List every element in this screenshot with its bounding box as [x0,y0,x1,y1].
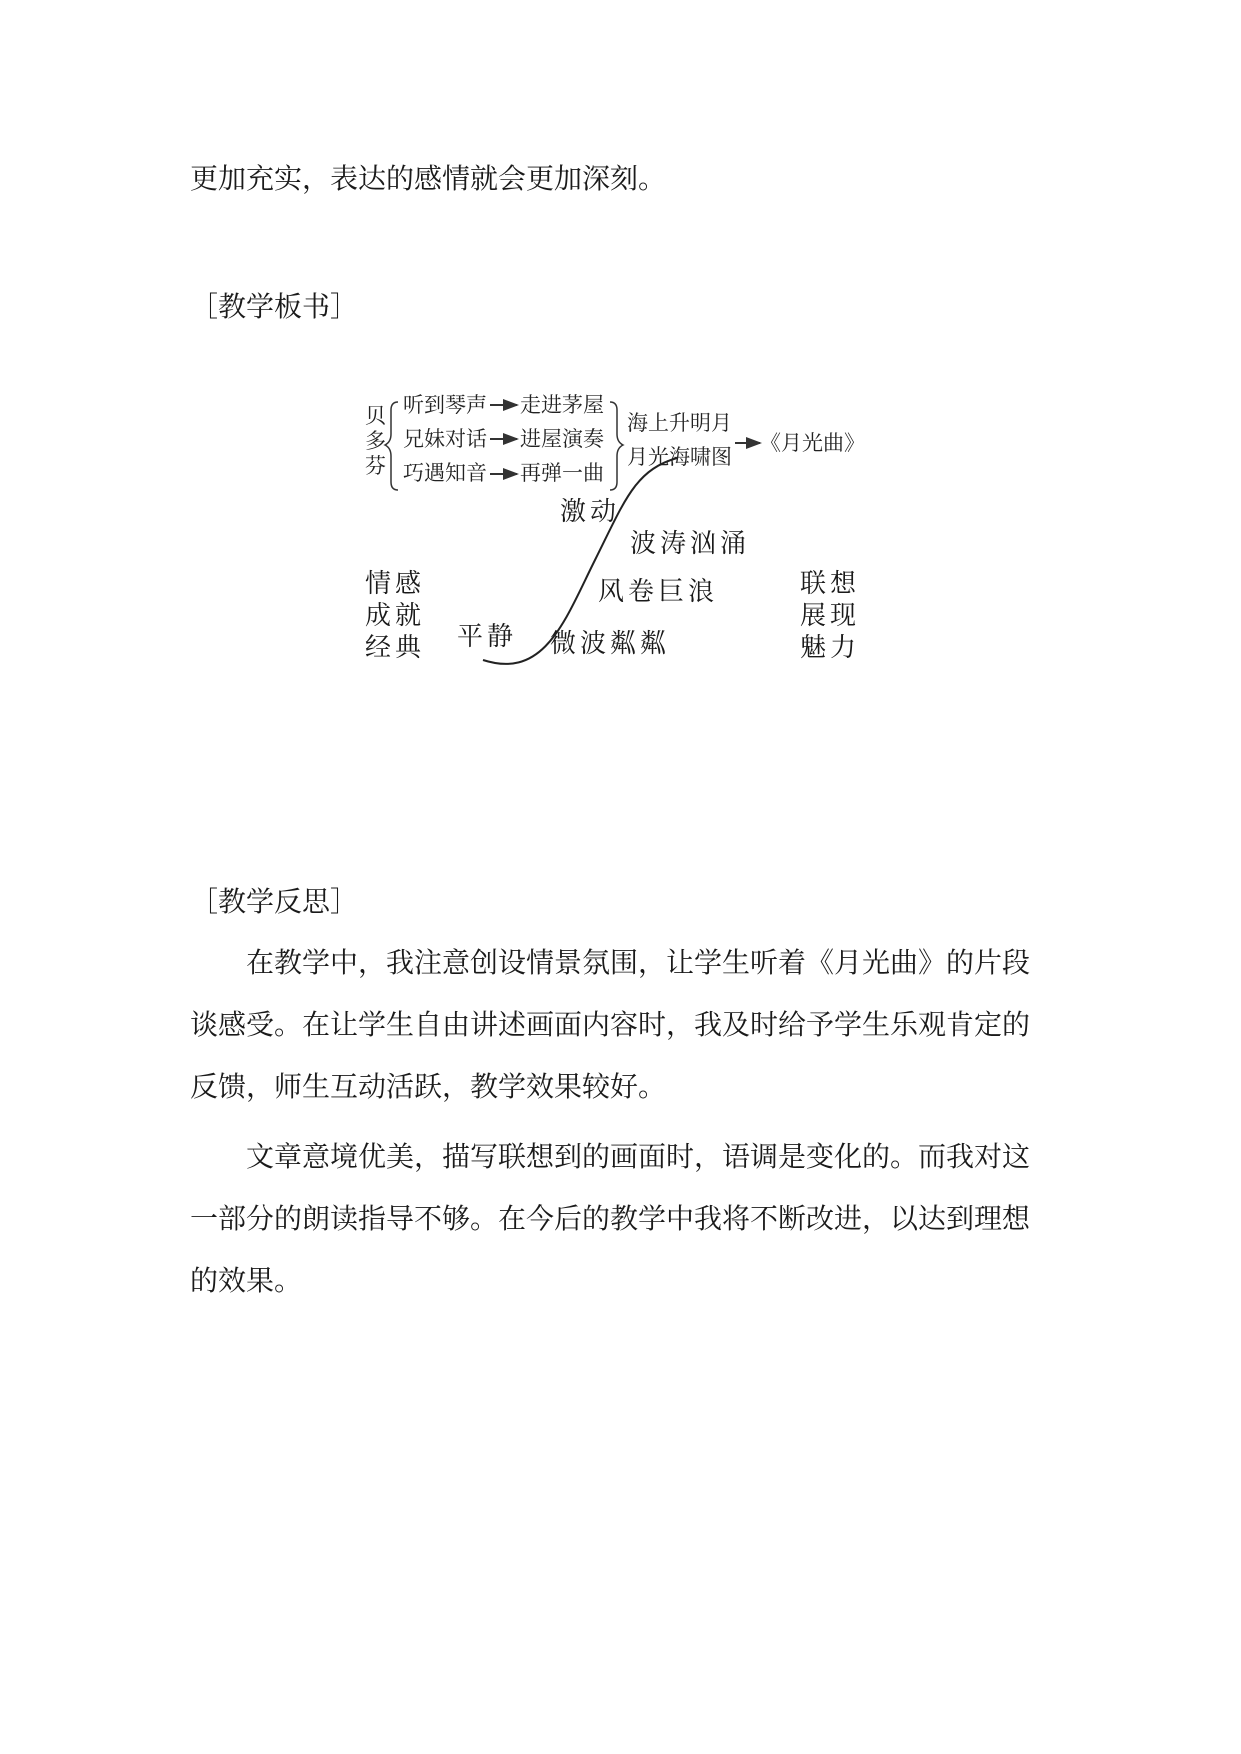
reflection-paragraph-1 [190,932,1070,1118]
author-char-2: 多 [365,429,386,453]
right-phrase-3: 魅力 [800,633,861,663]
step-3-from: 巧遇知音 [403,461,487,485]
step-2-to: 进屋演奏 [520,427,604,451]
p2-line-3: 的效果。 [190,1264,303,1297]
left-brace [385,402,398,490]
excited-label: 激动 [560,497,621,527]
scene-1: 海上升明月 [627,411,732,435]
intro-line: 更加充实，表达的感情就会更加深刻。 [190,162,667,195]
left-phrase-1: 情感 [365,569,426,599]
author-char-1: 贝 [365,404,386,428]
left-phrase-3: 经典 [365,633,426,663]
left-phrase-2: 成就 [365,601,426,631]
right-phrase-1: 联想 [800,569,861,599]
right-phrase-2: 展现 [800,601,861,631]
right-brace [610,402,623,490]
wave-3: 微波粼粼 [550,629,671,659]
author-char-3: 芬 [365,454,386,478]
calm-label: 平静 [457,622,518,652]
scene-2: 月光海啸图 [627,445,732,469]
p1-line-2: 谈感受。在让学生自由讲述画面内容时，我及时给予学生乐观肯定的 [190,1008,1031,1041]
wave-1: 波涛汹涌 [630,529,751,559]
wave-2: 风卷巨浪 [598,577,719,607]
step-1-to: 走进茅屋 [520,393,604,417]
step-2-from: 兄妹对话 [403,427,487,451]
reflection-heading: ［教学反思］ [190,885,359,918]
result-title: 《月光曲》 [760,431,865,455]
p2-line-1: 文章意境优美，描写联想到的画面时，语调是变化的。而我对这 [246,1140,1031,1173]
board-heading: ［教学板书］ [190,290,359,323]
p2-line-2: 一部分的朗读指导不够。在今后的教学中我将不断改进，以达到理想 [190,1202,1031,1235]
p1-line-1: 在教学中，我注意创设情景氛围，让学生听着《月光曲》的片段 [246,946,1031,979]
step-3-to: 再弹一曲 [520,461,604,485]
p1-line-3: 反馈，师生互动活跃，教学效果较好。 [190,1070,667,1103]
reflection-paragraph-2 [190,1126,1070,1312]
step-1-from: 听到琴声 [403,393,487,417]
blackboard-diagram [365,390,885,680]
